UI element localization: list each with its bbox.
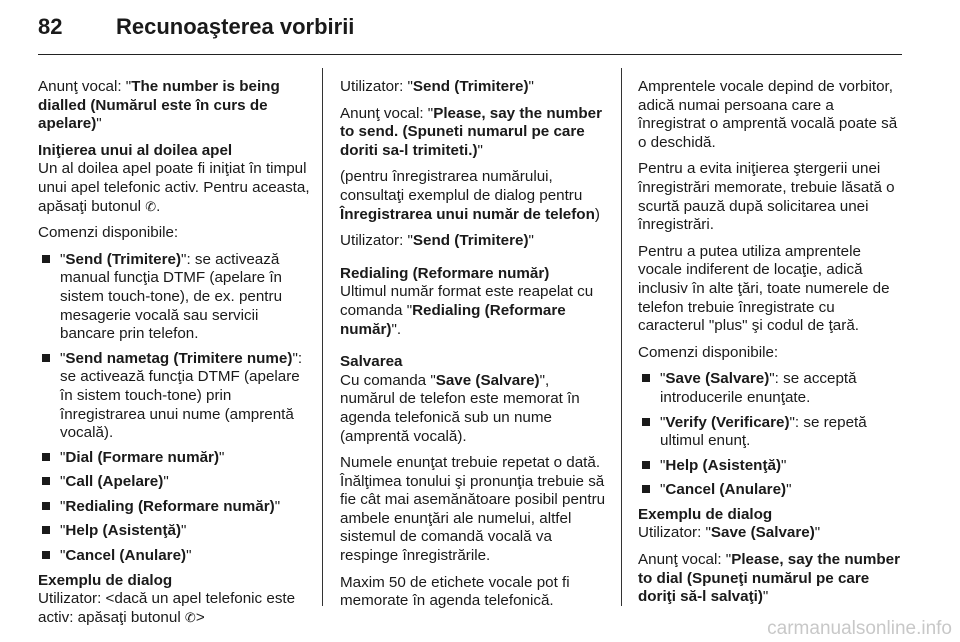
command-name: Verify (Verificare) [665, 413, 790, 431]
command-name: Cancel (Anulare) [665, 481, 787, 499]
paragraph: Cu comanda "Save (Salvare)", numărul de telefon este memorat în agenda telefonică sub un nume (amprentă vocală). [340, 371, 580, 445]
command-name: Send (Trimitere) [65, 250, 182, 268]
bullet-icon [642, 485, 650, 493]
list-item: "Help (Asistenţă)" [638, 457, 904, 476]
bullet-icon [42, 255, 50, 263]
paragraph: Utilizator: "Send (Trimitere)" [340, 78, 534, 95]
header-rule [38, 54, 902, 55]
paragraph: Un al doilea apel poate fi iniţiat în timpul unui apel telefonic activ. Pentru aceasta, apăsaţi butonul ✆. [38, 160, 310, 215]
list-item: "Redialing (Reformare număr)" [38, 498, 310, 517]
section-heading: Iniţierea unui al doilea apel [38, 141, 233, 159]
section-heading: Exemplu de dialog [638, 505, 773, 523]
page-title: Recunoaşterea vorbirii [116, 14, 355, 39]
paragraph: Comenzi disponibile: [638, 343, 779, 361]
paragraph: Maxim 50 de etichete vocale pot fi memorate în agenda telefonică. [340, 573, 570, 610]
paragraph: Utilizator: "Save (Salvare)" [638, 524, 821, 542]
command-list [38, 251, 310, 566]
list-item: "Call (Apelare)" [38, 473, 310, 492]
bullet-icon [42, 526, 50, 534]
bullet-icon [642, 374, 650, 382]
bullet-icon [642, 418, 650, 426]
command-name: Cancel (Anulare) [65, 547, 187, 565]
command-name: Dial (Formare număr) [65, 448, 220, 466]
command-name: Save (Salvare) [665, 370, 770, 388]
section-heading: Redialing (Reformare număr) [340, 264, 550, 282]
bullet-icon [42, 502, 50, 510]
watermark: carmanualsonline.info [767, 618, 952, 639]
list-item: "Dial (Formare număr)" [38, 449, 310, 468]
list-item: "Verify (Verificare)": se repetă ultimul enunţ. [638, 414, 904, 451]
command-name: Redialing (Reformare număr) [65, 497, 275, 515]
command-description: : se activează funcţia DTMF (apelare în sistem touch-tone) prin înregistrarea unui nume (amprentă vocală). [60, 349, 303, 442]
list-item: "Cancel (Anulare)" [38, 547, 310, 566]
page-number: 82 [38, 14, 63, 39]
paragraph: Anunţ vocal: "The number is being dialled (Numărul este în curs de apelare)" [38, 78, 280, 133]
paragraph: Pentru a putea utiliza amprentele vocale indiferent de locaţie, adică inclusiv în alte ţări, toate numerele de telefon trebuie înregistrate cu caracterul "plus" şi codul de ţară. [638, 242, 890, 335]
section-heading: Exemplu de dialog [38, 571, 173, 589]
list-item: "Send (Trimitere)": se activează manual funcţia DTMF (apelare în sistem touch-tone), de ex. pentru mesagerie vocală sau servicii bancare prin telefon. [38, 251, 310, 344]
command-name: Help (Asistenţă) [65, 522, 182, 540]
paragraph: Numele enunţat trebuie repetat o dată. Înălţimea tonului şi pronunţia trebuie să fie cât mai asemănătoare posibil pentru ambele enunţări ale numelui, altfel sistemul de comandă vocală va respinge înregistrările. [340, 454, 606, 565]
column-1 [38, 78, 310, 635]
paragraph: Anunţ vocal: "Please, say the number to dial (Spuneţi numărul pe care doriţi să-l salvaţi)" [638, 551, 901, 606]
bullet-icon [42, 477, 50, 485]
page-header [38, 12, 354, 42]
column-divider [621, 68, 622, 606]
paragraph: Amprentele vocale depind de vorbitor, adică numai persoana care a înregistrat o amprentă vocală poate să o deschidă. [638, 78, 898, 151]
list-item: "Save (Salvare)": se acceptă introducerile enunţate. [638, 370, 904, 407]
phone-icon: ✆ [184, 609, 196, 625]
column-divider [322, 68, 323, 606]
command-description: : se activează manual funcţia DTMF (apelare în sistem touch-tone), de ex. pentru mesagerie vocală sau servicii bancare prin telefon. [60, 250, 283, 343]
command-description: : se acceptă introducerile enunţate. [660, 370, 857, 406]
paragraph: Anunţ vocal: "Please, say the number to send. (Spuneti numarul pe care doriti sa-l trimiteti.)" [340, 104, 603, 159]
column-3 [638, 78, 904, 615]
section-heading: Salvarea [340, 353, 403, 371]
command-name: Send nametag (Trimitere nume) [65, 349, 293, 367]
paragraph: (pentru înregistrarea numărului, consultaţi exemplul de dialog pentru Înregistrarea unui număr de telefon) [340, 168, 600, 223]
list-item: "Help (Asistenţă)" [38, 522, 310, 541]
command-list [638, 370, 904, 500]
list-item: "Send nametag (Trimitere nume)": se activează funcţia DTMF (apelare în sistem touch-tone) prin înregistrarea unui nume (amprentă vocală). [38, 350, 310, 443]
paragraph: Utilizator: "Send (Trimitere)" [340, 232, 534, 250]
command-name: Call (Apelare) [65, 473, 164, 491]
paragraph: Utilizator: <dacă un apel telefonic este activ: apăsaţi butonul ✆> [38, 590, 296, 626]
list-item: "Cancel (Anulare)" [638, 481, 904, 500]
paragraph: Ultimul număr format este reapelat cu comanda "Redialing (Reformare număr)". [340, 283, 594, 338]
command-name: Help (Asistenţă) [665, 456, 782, 474]
paragraph: Pentru a evita iniţierea ştergerii unei înregistrări memorate, trebuie lăsată o scurtă pauză după solicitarea unei înregistrări. [638, 160, 895, 234]
column-2 [340, 78, 608, 619]
bullet-icon [42, 453, 50, 461]
paragraph: Comenzi disponibile: [38, 224, 179, 242]
command-description: : se repetă ultimul enunţ. [660, 413, 867, 450]
phone-icon: ✆ [145, 198, 157, 214]
bullet-icon [42, 354, 50, 362]
bullet-icon [642, 461, 650, 469]
bullet-icon [42, 551, 50, 559]
